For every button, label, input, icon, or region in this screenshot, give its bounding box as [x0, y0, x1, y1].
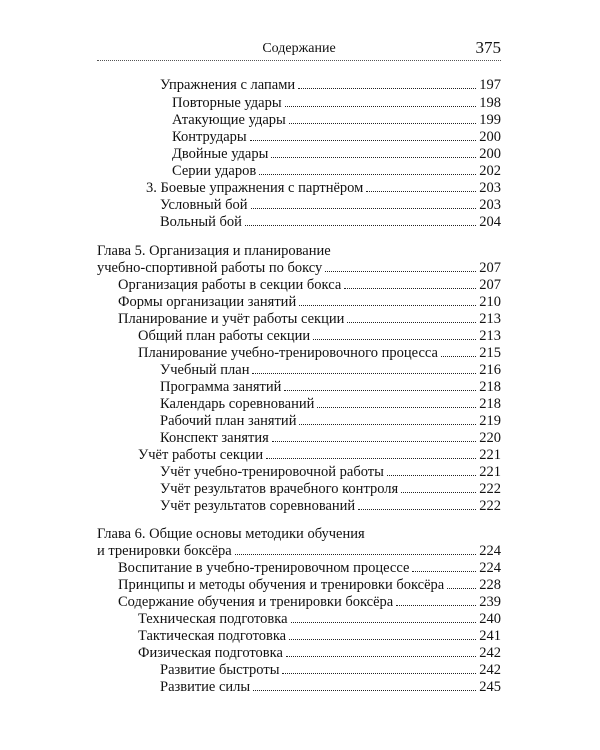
toc-entry: учебно-спортивной работы по боксу 207 — [97, 260, 501, 276]
chapter-heading: Глава 5. Организация и планирование — [97, 243, 331, 259]
toc-entry: Условный бой 203 — [160, 197, 501, 213]
toc-entry: Учёт учебно-тренировочной работы 221 — [160, 464, 501, 480]
toc-entry: Техническая подготовка 240 — [138, 611, 501, 627]
toc-entry: Тактическая подготовка 241 — [138, 628, 501, 644]
toc-entry: Календарь соревнований 218 — [160, 396, 501, 412]
toc-entry: Программа занятий 218 — [160, 379, 501, 395]
toc-entry: Двойные удары 200 — [172, 146, 501, 162]
toc-entry: 3. Боевые упражнения с партнёром 203 — [146, 180, 501, 196]
toc-entry: Содержание обучения и тренировки боксёра 239 — [118, 594, 501, 610]
toc-entry: Конспект занятия 220 — [160, 430, 501, 446]
toc-entry: Вольный бой 204 — [160, 214, 501, 230]
toc-entry: Развитие быстроты 242 — [160, 662, 501, 678]
toc-entry: Общий план работы секции 213 — [138, 328, 501, 344]
toc-entry: Организация работы в секции бокса 207 — [118, 277, 501, 293]
toc-entry: и тренировки боксёра 224 — [97, 543, 501, 559]
toc-entry: Формы организации занятий 210 — [118, 294, 501, 310]
chapter-heading: Глава 6. Общие основы методики обучения — [97, 526, 365, 542]
toc-entry: Учёт результатов врачебного контроля 222 — [160, 481, 501, 497]
toc-entry: Атакующие удары 199 — [172, 112, 501, 128]
toc-entry: Рабочий план занятий 219 — [160, 413, 501, 429]
toc-entry: Воспитание в учебно-тренировочном процессе 224 — [118, 560, 501, 576]
toc-entry: Планирование и учёт работы секции 213 — [118, 311, 501, 327]
toc-entry: Учебный план 216 — [160, 362, 501, 378]
toc-entry: Принципы и методы обучения и тренировки боксёра 228 — [118, 577, 501, 593]
toc-entry: Учёт работы секции 221 — [138, 447, 501, 463]
toc-entry: Контрудары 200 — [172, 129, 501, 145]
header-title: Содержание — [262, 41, 336, 56]
toc-entry: Физическая подготовка 242 — [138, 645, 501, 661]
toc-entry: Серии ударов 202 — [172, 163, 501, 179]
toc-entry: Упражнения с лапами 197 — [160, 77, 501, 93]
toc-entry: Повторные удары 198 — [172, 95, 501, 111]
toc-entry: Развитие силы 245 — [160, 679, 501, 695]
toc-entry: Планирование учебно-тренировочного процесса 215 — [138, 345, 501, 361]
toc-entry: Учёт результатов соревнований 222 — [160, 498, 501, 514]
header-page-number: 375 — [475, 38, 501, 57]
